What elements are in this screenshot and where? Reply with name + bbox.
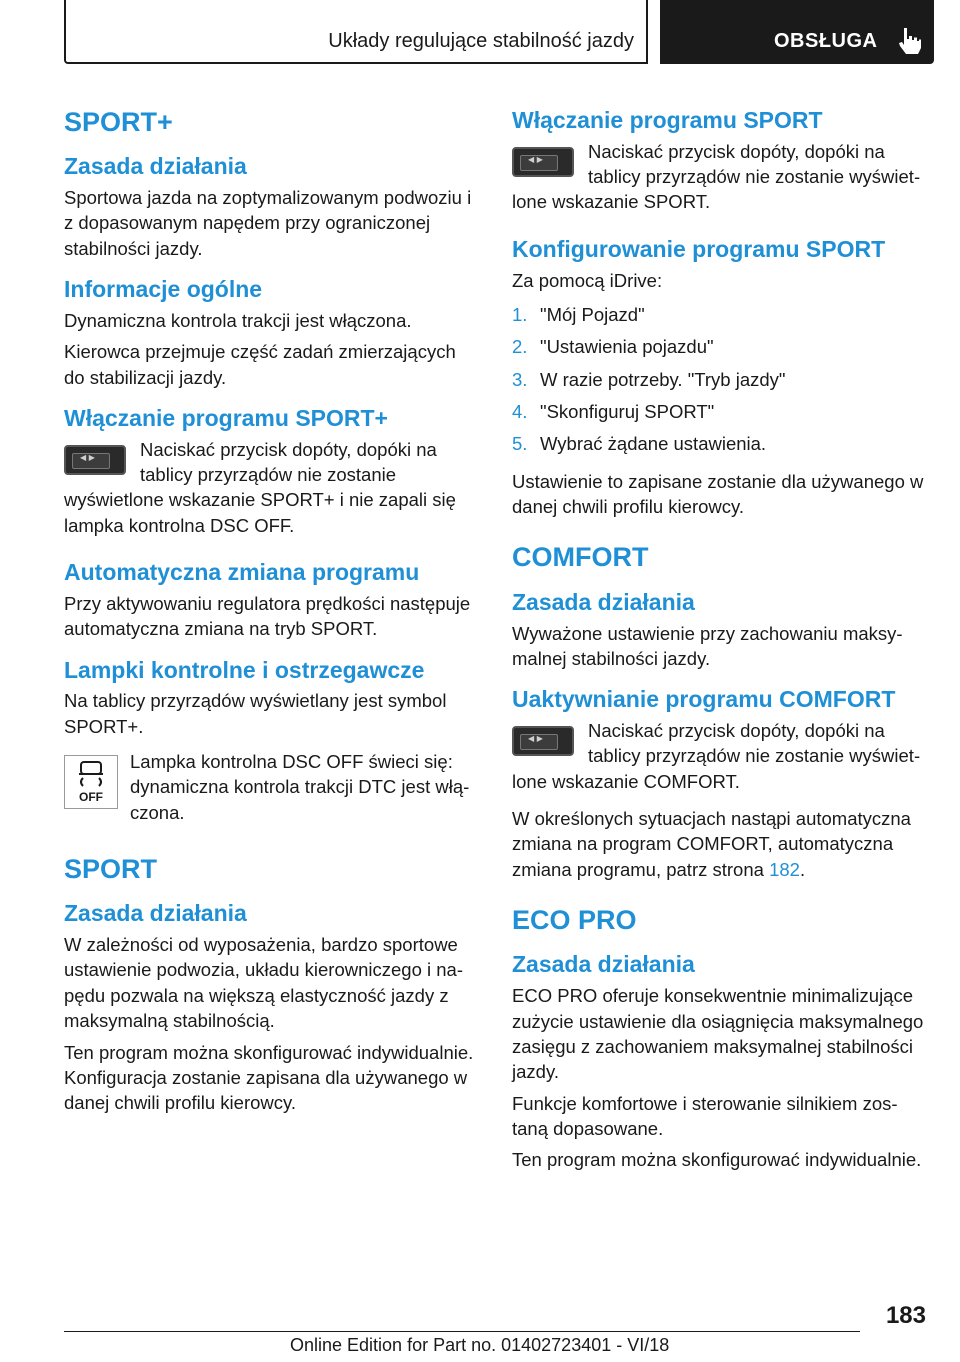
paragraph-automatyczna-comfort: W określonych sytuacjach nastąpi automatyczna zmiana na program COMFORT, automatyczna zmiana programu, patrz strona 182. — [512, 808, 911, 880]
heading-zasada: Zasada działania — [64, 153, 247, 180]
paragraph-info-2: Kierowca przejmuje część zadań zmierzających do stabilizacji jazdy. — [64, 341, 456, 388]
header-section-label: OBSŁUGA — [774, 30, 878, 52]
heading-comfort-zasada: Zasada działania — [512, 588, 695, 615]
page-number: 183 — [885, 1302, 926, 1329]
heading-wlaczanie-sport: Włączanie programu SPORT — [512, 107, 823, 133]
paragraph-lampki: Na tablicy przyrządów wyświetlany jest symbol SPORT+. — [64, 690, 447, 737]
page-header — [64, 0, 934, 66]
block-uaktywnianie — [512, 718, 927, 800]
paragraph-konfigurowanie-after: Ustawienie to zapisane zostanie dla używanego w danej chwili profilu kierowcy. — [512, 470, 924, 518]
heading-automatyczna: Automatyczna zmiana programu — [64, 559, 420, 586]
list-item: 3. W razie potrzeby. "Tryb jazdy" — [512, 368, 786, 390]
paragraph-sport-2: Ten program można skonfigurować indywidualnie. Konfiguracja zostanie zapisana dla używanego w danej chwili profilu kierowcy. — [64, 1041, 474, 1114]
paragraph-zasada: Sportowa jazda na zoptymalizowanym podwoziu i z dopasowanym napędem przy ograniczonej stabilności jazdy. — [64, 187, 472, 259]
list-item: 5. Wybrać żądane ustawienia. — [512, 433, 767, 455]
paragraph-eco-2: Funkcje komfortowe i sterowanie silnikiem zostaną dopasowane. — [512, 1092, 898, 1139]
heading-eco-pro: ECO PRO — [512, 905, 637, 936]
heading-sport: SPORT — [64, 853, 158, 884]
drive-mode-button-icon — [512, 726, 574, 756]
heading-wlaczanie-sport-plus: Włączanie programu SPORT+ — [64, 404, 388, 431]
drive-mode-button-icon — [512, 147, 574, 177]
heading-comfort: COMFORT — [512, 542, 649, 573]
header-section-box — [660, 0, 934, 64]
dsc-off-label: OFF — [79, 789, 103, 804]
block-wlaczanie-sport-plus — [64, 437, 479, 544]
page-link[interactable]: 182 — [769, 858, 800, 880]
paragraph-uaktywnianie: Naciskać przycisk dopóty, dopóki na tablicy przyrządów nie zostanie wyświetlone wskazanie COMFORT. — [512, 720, 921, 792]
heading-uaktywnianie: Uaktywnianie programu COMFORT — [512, 686, 896, 713]
hand-pointer-icon — [896, 26, 922, 56]
header-title: Układy regulujące stabilność jazdy — [328, 30, 634, 52]
paragraph-eco-1: ECO PRO oferuje konsekwentnie minimalizujące zużycie ustawienie dla osiągnięcia maksymalnego zasięgu z zachowaniem maksymalnej stabilności jazdy. — [512, 985, 924, 1083]
footer-divider — [64, 1331, 860, 1332]
heading-konfigurowanie: Konfigurowanie programu SPORT — [512, 235, 886, 262]
list-item: 1. "Mój Pojazd" — [512, 303, 645, 325]
header-title-box — [64, 0, 648, 64]
right-column — [512, 96, 927, 1179]
left-column — [64, 96, 479, 1122]
heading-sport-plus: SPORT+ — [64, 107, 173, 137]
steps-list — [512, 299, 927, 461]
paragraph-wlaczanie-sport: Naciskać przycisk dopóty, dopóki na tablicy przyrządów nie zostanie wyświetlone wskazanie SPORT. — [512, 140, 921, 213]
heading-eco-zasada: Zasada działania — [512, 951, 695, 978]
heading-sport-zasada: Zasada działania — [64, 900, 247, 927]
paragraph-eco-3: Ten program można skonfigurować indywidualnie. — [512, 1149, 922, 1171]
paragraph-comfort-zasada: Wyważone ustawienie przy zachowaniu maksymalnej stabilności jazdy. — [512, 622, 903, 669]
drive-mode-button-icon — [64, 445, 126, 475]
paragraph-sport-1: W zależności od wyposażenia, bardzo sportowe ustawienie podwozia, układu kierowniczego i napędu pozwala na większą elastyczność jazdy z maksymalną stabilnością. — [64, 934, 464, 1032]
block-dsc-off — [64, 749, 479, 831]
heading-informacje: Informacje ogólne — [64, 276, 263, 303]
heading-lampki: Lampki kontrolne i ostrzegawcze — [64, 656, 425, 683]
list-item: 4. "Skonfiguruj SPORT" — [512, 401, 715, 422]
dsc-off-icon — [64, 755, 118, 809]
paragraph-automatyczna: Przy aktywowaniu regulatora prędkości następuje automatyczna zmiana na tryb SPORT. — [64, 592, 471, 640]
list-item: 2. "Ustawienia pojazdu" — [512, 336, 714, 358]
paragraph-dsc: Lampka kontrolna DSC OFF świeci się: dynamiczna kontrola trakcji DTC jest włączona. — [130, 750, 470, 823]
paragraph-wlaczanie-sport-plus: Naciskać przycisk dopóty, dopóki na tablicy przyrządów nie zostanie wyświetlone wskazanie SPORT+ i nie zapali się lampka kontrolna DSC OFF. — [64, 438, 456, 536]
footer-edition: Online Edition for Part no. 01402723401 - VI/18 — [290, 1335, 670, 1355]
paragraph-info-1: Dynamiczna kontrola trakcji jest włączona. — [64, 309, 412, 331]
skid-car-icon — [65, 756, 117, 792]
paragraph-konfigurowanie: Za pomocą iDrive: — [512, 269, 663, 291]
block-wlaczanie-sport — [512, 139, 927, 221]
